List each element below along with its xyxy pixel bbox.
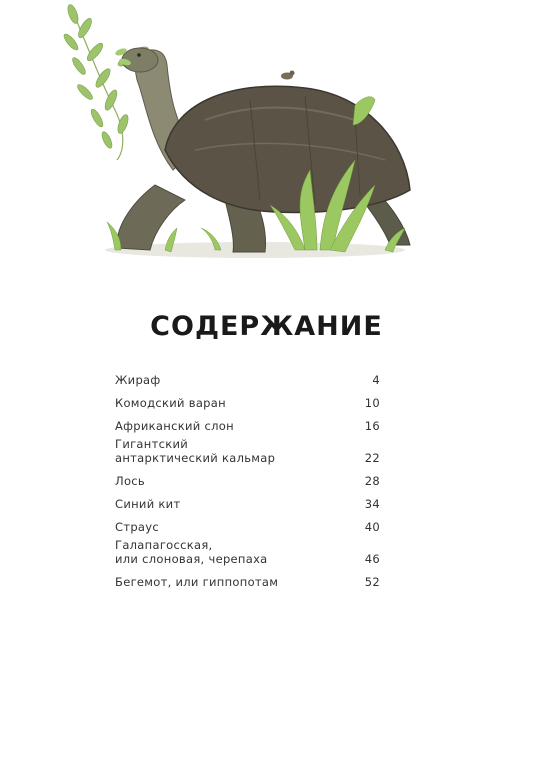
toc-entry-giant-squid[interactable]: [115, 437, 380, 465]
toc-entry-african-elephant[interactable]: [115, 419, 380, 433]
toc-entry-page: 16: [364, 419, 380, 433]
tortoise-illustration: [55, 0, 435, 270]
toc-entry-label: Африканский слон: [115, 419, 234, 433]
toc-entry-page: 22: [364, 451, 380, 465]
toc-entry-label: Галапагосская, или слоновая, черепаха: [115, 538, 268, 566]
toc-entry-label: Бегемот, или гиппопотам: [115, 575, 279, 589]
tortoise-front-leg: [117, 185, 185, 250]
toc-entry-label: Комодский варан: [115, 396, 226, 410]
toc-entry-ostrich[interactable]: [115, 520, 380, 534]
contents-title: СОДЕРЖАНИЕ: [150, 311, 383, 342]
toc-entry-page: 10: [364, 396, 380, 410]
toc-entry-giraffe[interactable]: [115, 373, 380, 387]
toc-entry-page: 28: [364, 474, 380, 488]
toc-entry-hippopotamus[interactable]: [115, 575, 380, 589]
toc-entry-page: 34: [364, 497, 380, 511]
toc-entry-page: 46: [364, 552, 380, 566]
toc-entry-label: Гигантский антарктический кальмар: [115, 437, 276, 465]
toc-entry-page: 4: [372, 373, 380, 387]
toc-entry-moose[interactable]: [115, 474, 380, 488]
branch-illustration: [62, 3, 150, 160]
toc-entry-label: Жираф: [115, 373, 161, 387]
toc-entry-label: Страус: [115, 520, 160, 534]
toc-entry-label: Синий кит: [115, 497, 181, 511]
toc-entry-blue-whale[interactable]: [115, 497, 380, 511]
toc-entry-galapagos-tortoise[interactable]: [115, 538, 380, 566]
toc-entry-page: 40: [364, 520, 380, 534]
toc-entry-label: Лось: [115, 474, 145, 488]
toc-entry-page: 52: [364, 575, 380, 589]
toc-entry-komodo-dragon[interactable]: [115, 396, 380, 410]
table-of-contents: [115, 373, 380, 589]
bird-icon: [281, 71, 295, 80]
